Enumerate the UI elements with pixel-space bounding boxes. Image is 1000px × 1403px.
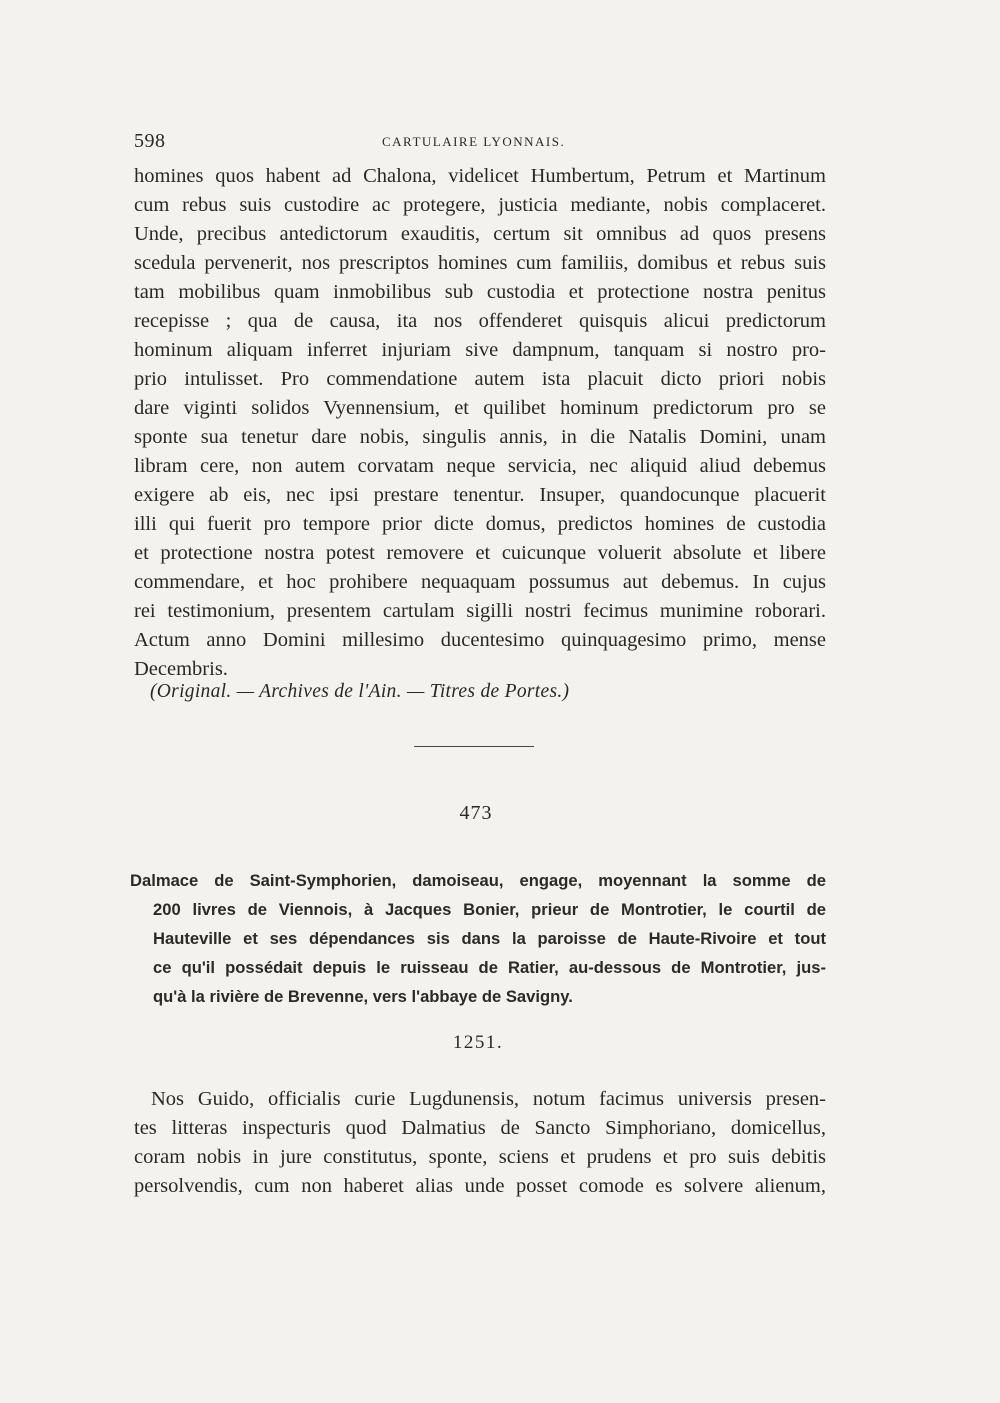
text-line: recepisse ; qua de causa, ita nos offenderet quisquis alicui predictorum	[134, 310, 826, 332]
document-summary	[130, 866, 826, 1011]
summary-line: ce qu'il possédait depuis le ruisseau de Ratier, au-dessous de Montrotier, jus-	[153, 958, 826, 977]
summary-line: 200 livres de Viennois, à Jacques Bonier, prieur de Montrotier, le courtil de	[153, 900, 826, 919]
summary-line: Hauteville et ses dépendances sis dans la paroisse de Haute-Rivoire et tout	[153, 929, 826, 948]
document-date: 1251.	[452, 1032, 504, 1053]
text-line: libram cere, non autem corvatam neque servicia, nec aliquid aliud debemus	[134, 455, 826, 477]
page-number: 598	[134, 130, 166, 152]
text-line: exigere ab eis, nec ipsi prestare tenentur. Insuper, quandocunque placuerit	[134, 484, 826, 506]
text-line: cum rebus suis custodire ac protegere, justicia mediante, nobis complaceret.	[134, 194, 826, 216]
text-line: tam mobilibus quam inmobilibus sub custodia et protectione nostra penitus	[134, 281, 826, 303]
text-line: tes litteras inspecturis quod Dalmatius de Sancto Simphoriano, domicellus,	[134, 1117, 826, 1139]
charter-text-continued	[134, 162, 826, 684]
text-line: commendare, et hoc prohibere nequaquam possumus aut debemus. In cujus	[134, 571, 826, 593]
text-line: prio intulisset. Pro commendatione autem ista placuit dicto priori nobis	[134, 368, 826, 390]
source-note: (Original. — Archives de l'Ain. — Titres de Portes.)	[150, 681, 570, 702]
document-number: 473	[459, 802, 493, 824]
text-line: illi qui fuerit pro tempore prior dicte domus, predictos homines de custodia	[134, 513, 826, 535]
page-header	[134, 128, 834, 158]
text-line: hominum aliquam inferret injuriam sive dampnum, tanquam si nostro pro-	[134, 339, 826, 361]
document-text	[134, 1085, 826, 1201]
summary-line: Dalmace de Saint-Symphorien, damoiseau, engage, moyennant la somme de	[130, 871, 826, 890]
text-line: scedula pervenerit, nos prescriptos homines cum familiis, domibus et rebus suis	[134, 252, 826, 274]
text-line: rei testimonium, presentem cartulam sigilli nostri fecimus munimine roborari.	[134, 600, 826, 622]
text-line: et protectione nostra potest removere et cuicunque voluerit absolute et libere	[134, 542, 826, 564]
running-head: CARTULAIRE LYONNAIS.	[382, 134, 566, 149]
text-line: homines quos habent ad Chalona, videlicet Humbertum, Petrum et Martinum	[134, 165, 826, 187]
text-line: Unde, precibus antedictorum exauditis, certum sit omnibus ad quos presens	[134, 223, 826, 245]
text-line: persolvendis, cum non haberet alias unde posset comode es solvere alienum,	[134, 1175, 826, 1197]
text-line: dare viginti solidos Vyennensium, et quilibet hominum predictorum pro se	[134, 397, 826, 419]
summary-line: qu'à la rivière de Brevenne, vers l'abbaye de Savigny.	[153, 987, 573, 1006]
text-line: coram nobis in jure constitutus, sponte, sciens et prudens et pro suis debitis	[134, 1146, 826, 1168]
text-line: sponte sua tenetur dare nobis, singulis annis, in die Natalis Domini, unam	[134, 426, 826, 448]
text-line: Nos Guido, officialis curie Lugdunensis, notum facimus universis presen-	[151, 1088, 826, 1110]
text-line: Decembris.	[134, 658, 228, 680]
text-line: Actum anno Domini millesimo ducentesimo quinquagesimo primo, mense	[134, 629, 826, 651]
section-divider	[414, 746, 534, 747]
